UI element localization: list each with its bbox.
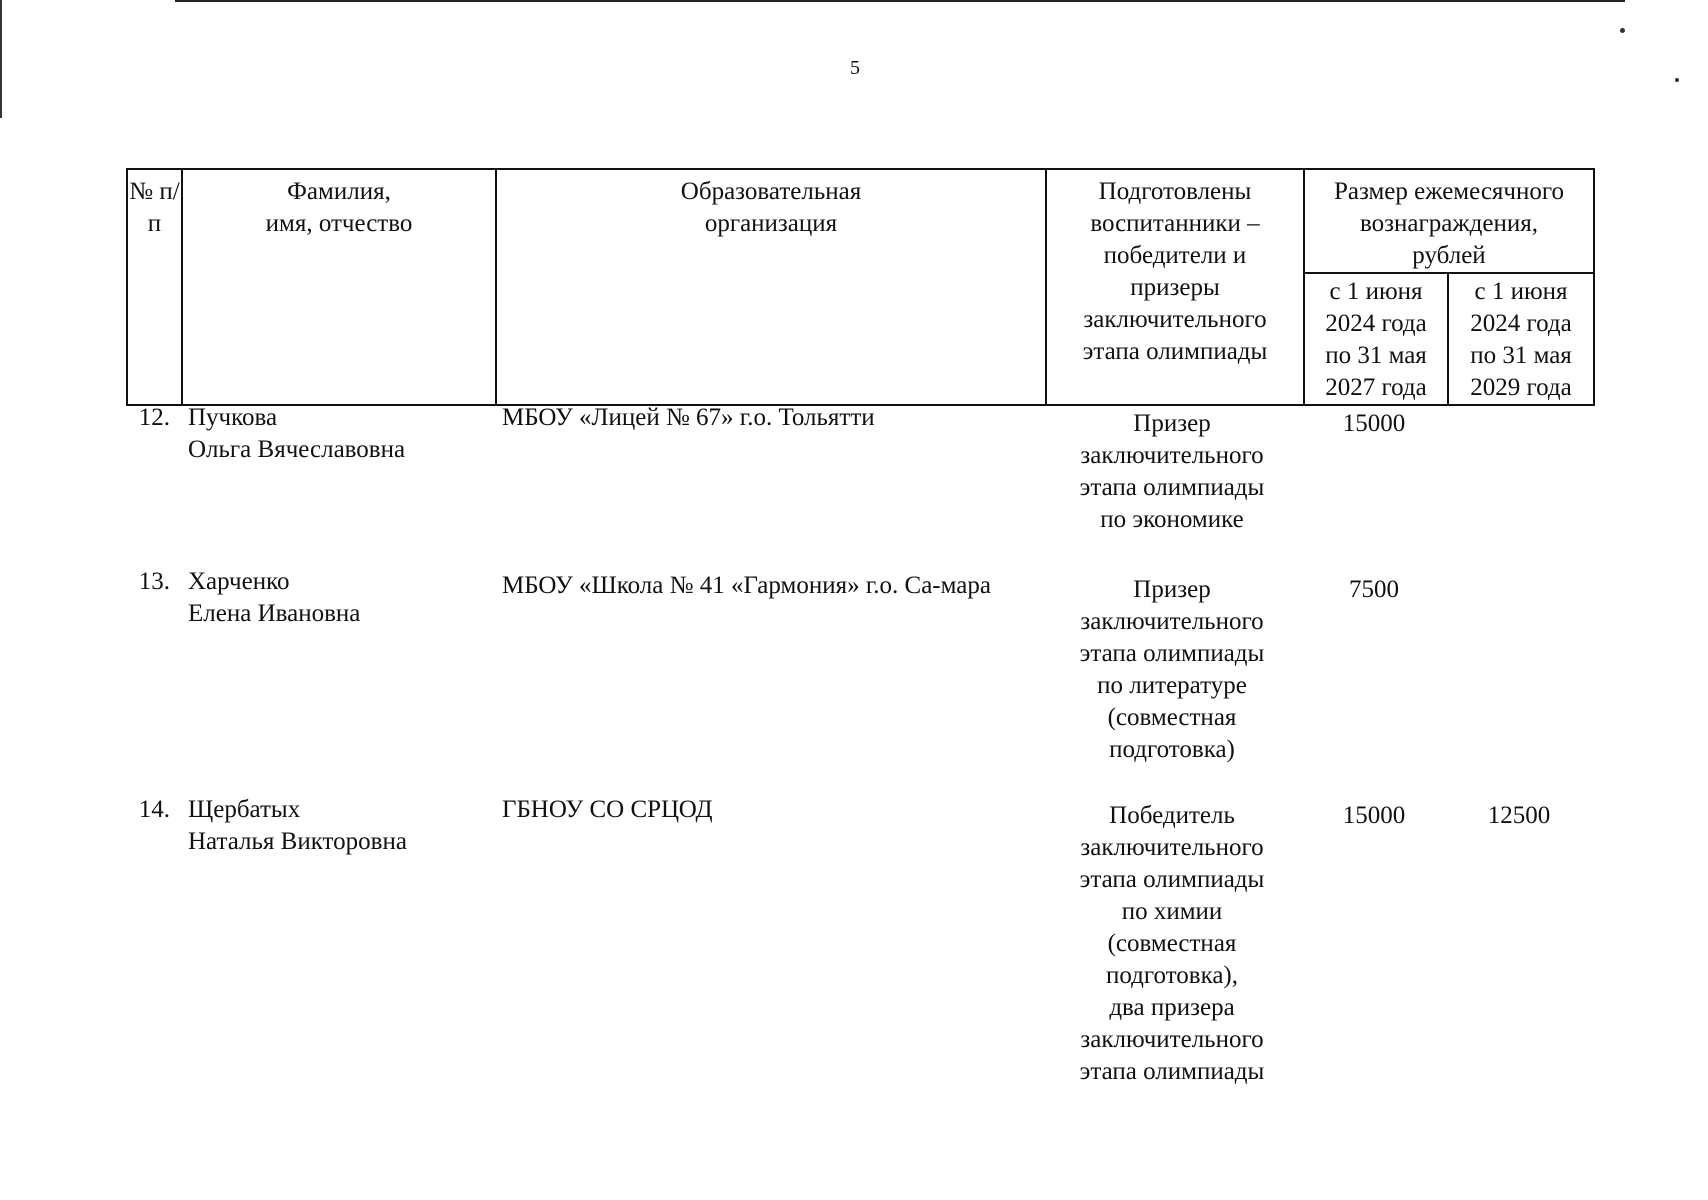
header-text: 2027 года [1325, 374, 1427, 401]
header-col-name [182, 169, 496, 405]
row-name [188, 566, 488, 630]
row-name-line: Елена Ивановна [188, 600, 361, 627]
table-row [0, 794, 1708, 1094]
row-organization: ГБНОУ СО СРЦОД [502, 796, 713, 823]
header-text: рублей [1412, 242, 1486, 269]
header-text: 2024 года [1470, 310, 1572, 337]
header-text: Размер ежемесячного [1333, 178, 1565, 205]
row-name [188, 402, 488, 466]
row-number: 14. [138, 796, 170, 823]
page-number: 5 [850, 57, 860, 79]
row-achievement [1042, 408, 1302, 536]
row-achievement-line: подготовка), [1105, 962, 1239, 989]
row-achievement-line: этапа олимпиады [1079, 640, 1265, 667]
row-achievement-line: Призер [1133, 576, 1211, 603]
header-text: призеры [1130, 274, 1220, 301]
row-achievement [1042, 574, 1302, 766]
header-text: воспитанники – [1090, 210, 1260, 237]
header-col-organization [496, 169, 1046, 405]
row-name-line: Пучкова [188, 404, 278, 431]
row-achievement-line: заключительного [1080, 608, 1264, 635]
header-text: вознаграждения, [1360, 210, 1538, 237]
row-achievement-line: Победитель [1109, 802, 1235, 829]
row-achievement-line: заключительного [1080, 1026, 1264, 1053]
row-achievement-line: (совместная [1107, 930, 1237, 957]
header-text: этапа олимпиады [1082, 338, 1268, 365]
header-col-period-2029 [1448, 273, 1594, 405]
header-text: по 31 мая [1325, 342, 1427, 369]
table-header [126, 168, 1595, 406]
header-text: 2024 года [1325, 310, 1427, 337]
header-text: с 1 июня [1474, 278, 1568, 305]
header-text: по 31 мая [1470, 342, 1572, 369]
row-name-line: Ольга Вячеславовна [188, 436, 406, 463]
row-amount-2027: 15000 [1342, 802, 1406, 829]
header-text: заключительного [1083, 306, 1267, 333]
header-text: Фамилия, [287, 178, 391, 205]
row-amount-2027: 7500 [1349, 576, 1399, 603]
row-achievement-line: по литературе [1097, 672, 1247, 699]
scan-edge-top [175, 0, 1625, 2]
header-text: Образовательная [680, 178, 862, 205]
row-achievement-line: этапа олимпиады [1079, 474, 1265, 501]
row-achievement-line: Призер [1133, 410, 1211, 437]
row-name-line: Харченко [188, 568, 290, 595]
table-row [0, 402, 1708, 542]
row-achievement [1042, 800, 1302, 1088]
header-text: 2029 года [1470, 374, 1572, 401]
row-achievement-line: подготовка) [1109, 736, 1235, 763]
row-achievement-line: этапа олимпиады [1079, 1058, 1265, 1085]
row-name-line: Щербатых [188, 796, 301, 823]
header-text: имя, отчество [265, 210, 413, 237]
header-col-amount [1304, 169, 1594, 273]
header-col-number-text: № п/п [129, 178, 180, 237]
row-achievement-line: этапа олимпиады [1079, 866, 1265, 893]
row-number: 13. [138, 568, 170, 595]
row-achievement-line: (совместная [1107, 704, 1237, 731]
scan-speck [1620, 28, 1625, 33]
row-amount-2027: 15000 [1342, 410, 1406, 437]
header-text: организация [704, 210, 838, 237]
table-row [0, 566, 1708, 766]
row-achievement-line: два призера [1109, 994, 1235, 1021]
header-col-achievement [1046, 169, 1304, 405]
row-achievement-line: заключительного [1080, 442, 1264, 469]
row-organization: МБОУ «Лицей № 67» г.о. Тольятти [502, 404, 875, 431]
row-amount-2029: 12500 [1487, 802, 1551, 829]
row-name [188, 794, 488, 858]
header-text: победители и [1103, 242, 1247, 269]
row-achievement-line: по экономике [1100, 506, 1244, 533]
row-achievement-line: заключительного [1080, 834, 1264, 861]
header-col-number [127, 169, 182, 405]
row-name-line: Наталья Викторовна [188, 828, 407, 855]
row-number: 12. [138, 404, 170, 431]
header-text: с 1 июня [1329, 278, 1423, 305]
scan-speck [1675, 78, 1679, 82]
row-achievement-line: по химии [1121, 898, 1223, 925]
header-col-period-2027 [1304, 273, 1448, 405]
header-text: Подготовлены [1098, 178, 1252, 205]
scan-edge-left [0, 0, 2, 118]
row-organization: МБОУ «Школа № 41 «Гармония» г.о. Са-мара [502, 572, 991, 599]
